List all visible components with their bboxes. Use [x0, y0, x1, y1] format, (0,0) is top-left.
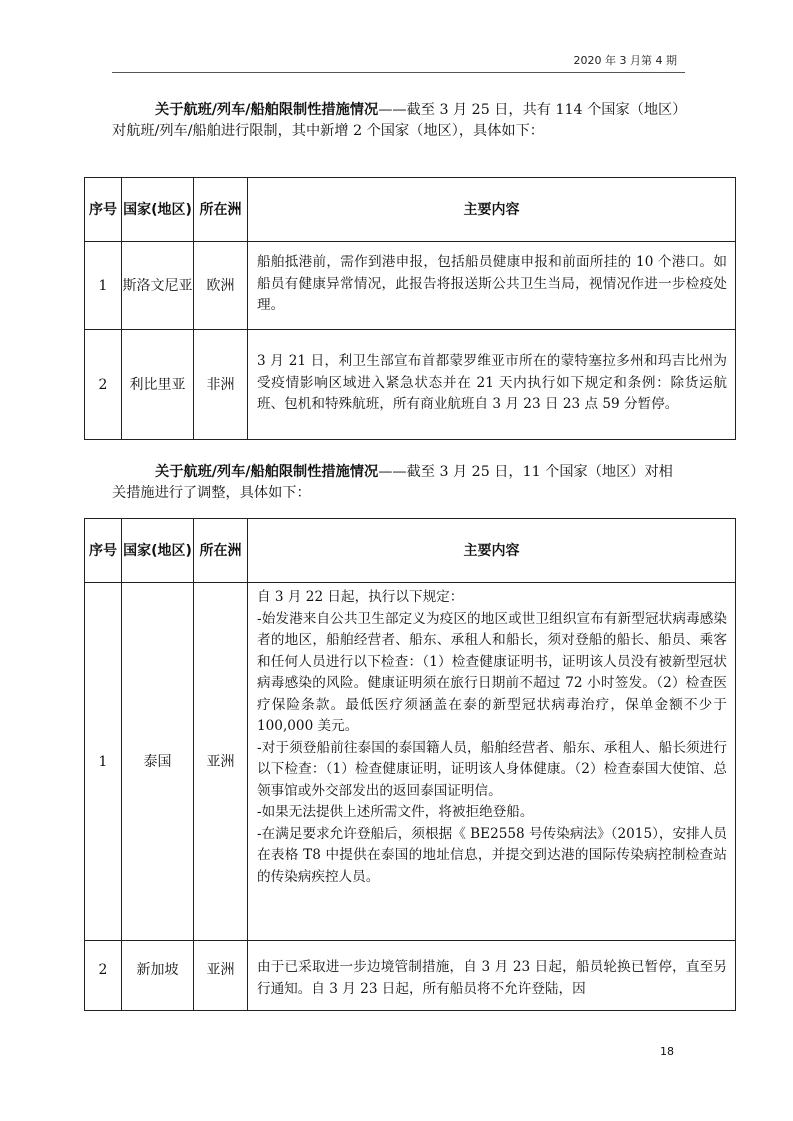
row-no: 2 [85, 330, 122, 440]
content-line: 自 3 月 22 日起，执行以下规定： [257, 589, 464, 605]
row-no: 1 [85, 583, 122, 941]
row-content: 船舶抵港前，需作到港申报，包括船员健康申报和前面所挂的 10 个港口。如船员有健康异常情况，此报告将报送斯公共卫生当局，视情况作进一步检疫处理。 [248, 242, 736, 330]
row-content [248, 583, 736, 941]
row-country: 泰国 [122, 583, 194, 941]
row-continent: 非洲 [194, 330, 248, 440]
section1-text: ——截至 3 月 25 日，共有 114 个国家（地区）对航班/列车/船舶进行限制，其中新增 2 个国家（地区），具体如下： [112, 102, 687, 139]
section2-text: ——截至 3 月 25 日，11 个国家（地区）对相关措施进行了调整，具体如下： [112, 464, 673, 501]
row-content [248, 941, 736, 1011]
header-no: 序号 [85, 178, 122, 242]
table-2-header-row [85, 519, 736, 583]
table-row [85, 242, 736, 330]
row-continent: 亚洲 [194, 583, 248, 941]
table-1 [84, 177, 736, 440]
section1-intro [112, 100, 687, 142]
row-country: 利比里亚 [122, 330, 194, 440]
content-line: -始发港来自公共卫生部定义为疫区的地区或世卫组织宣布有新型冠状病毒感染者的地区，船舶经营者、船东、承租人和船长，须对登船的船长、船员、乘客和任何人员进行以下检查：（1）检查健康证明书，证明该人员没有被新型冠状病毒感染的风险。健康证明须在旅行日期前不超过 72 小时签发。（2）检查医疗保险条款。最低医疗须涵盖在泰的新型冠状病毒治疗，保单金额不少于 100,000 美元。 [257, 610, 727, 734]
header-continent: 所在洲 [194, 519, 248, 583]
table-2 [84, 518, 736, 1011]
header-continent: 所在洲 [194, 178, 248, 242]
table-row [85, 583, 736, 941]
row-continent: 欧洲 [194, 242, 248, 330]
page-number: 18 [660, 1045, 674, 1058]
content-line: -如果无法提供上述所需文件，将被拒绝登船。 [257, 804, 534, 820]
header-country: 国家(地区) [122, 178, 194, 242]
row-country: 斯洛文尼亚 [122, 242, 194, 330]
row-content: 3 月 21 日，利卫生部宣布首都蒙罗维亚市所在的蒙特塞拉多州和玛吉比州为受疫情影响区域进入紧急状态并在 21 天内执行如下规定和条例：除货运航班、包机和特殊航班，所有商业航班自 3 月 23 日 23 点 59 分暂停。 [248, 330, 736, 440]
header-content: 主要内容 [248, 178, 736, 242]
issue-label: 2020 年 3 月第 4 期 [573, 54, 677, 67]
section2-title: 关于航班/列车/船舶限制性措施情况 [155, 464, 379, 480]
header-country: 国家(地区) [122, 519, 194, 583]
content-line: -对于须登船前往泰国的泰国籍人员，船舶经营者、船东、承租人、船长须进行以下检查：（1）检查健康证明，证明该人身体健康。（2）检查泰国大使馆、总领事馆或外交部发出的返回泰国证明信。 [257, 739, 727, 799]
content-line: -在满足要求允许登船后，须根据《 BE2558 号传染病法》（2015），安排人员在表格 T8 中提供在泰国的地址信息，并提交到达港的国际传染病控制检查站的传染病疾控人员。 [257, 825, 727, 885]
header-content: 主要内容 [248, 519, 736, 583]
row-no: 2 [85, 941, 122, 1011]
table-1-header-row [85, 178, 736, 242]
row-no: 1 [85, 242, 122, 330]
row-continent: 亚洲 [194, 941, 248, 1011]
section2-intro [112, 462, 687, 504]
row-country: 新加坡 [122, 941, 194, 1011]
page-header [112, 44, 685, 73]
section1-title: 关于航班/列车/船舶限制性措施情况 [155, 102, 379, 118]
table-row [85, 941, 736, 1011]
content-line: 由于已采取进一步边境管制措施，自 3 月 23 日起，船员轮换已暂停，直至另行通知。自 3 月 23 日起，所有船员将不允许登陆，因 [257, 959, 727, 997]
table-row [85, 330, 736, 440]
header-no: 序号 [85, 519, 122, 583]
